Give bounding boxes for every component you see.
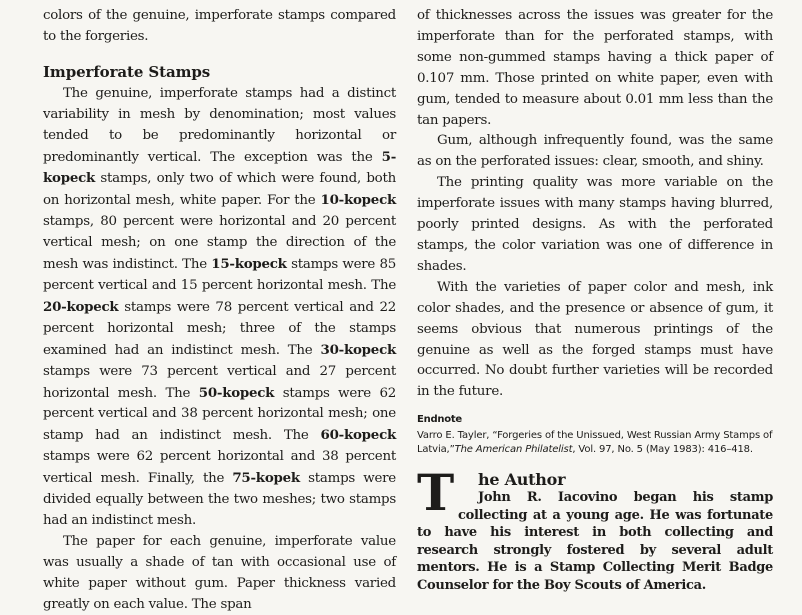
endnote-heading: Endnote [417, 414, 462, 426]
paragraph-printing-quality: The printing quality was more variable on the imperforate issues with many stamps having blurred, poorly printed designs. As with the perforated stamps, the color variation was one of difference in shades. [417, 175, 773, 274]
author-bio: John R. Iacovino began his stamp collecting at a young age. He was fortunate to have his interest in both collecting and research strongly fostered by several adult mentors. He is a Stamp Collecting Merit Badge Counselor for the Boy Scouts of America. [417, 490, 773, 593]
paragraph-paper-shade: The paper for each genuine, imperforate value was usually a shade of tan with occasional use of white paper without gum. Paper thickness varied greatly on each value. The span [43, 533, 396, 612]
author-dropcap: T [417, 463, 454, 523]
endnote-citation-details: , Vol. 97, No. 5 (May 1983): 416–418. [572, 444, 753, 456]
text-run: The genuine, imperforate stamps had a distinct variability in mesh by denomination; most values tended to be predominantly horizontal or predominantly vertical. The exception was the [43, 85, 396, 165]
paragraph-varieties-conclusion: With the varieties of paper color and mesh, ink color shades, and the presence or absence of gum, it seems obvious that numerous printings of the genuine as well as the forged stamps must have occurred. No doubt further varieties will be recorded in the future. [417, 279, 773, 400]
text-run: stamps were 62 percent horizontal and 38 percent vertical mesh. Finally, the [43, 449, 396, 487]
denomination-30-kopeck: 30-kopeck [320, 341, 396, 358]
text-run: stamps were 78 percent vertical and 22 percent horizontal mesh; three of the stamps examined had an indistinct mesh. The [43, 299, 396, 358]
endnote-citation-text: Varro E. Tayler, “Forgeries of the Unissued, West Russian Army Stamps of Latvia,” [417, 430, 773, 456]
text-run: stamps were 62 percent vertical and 38 percent horizontal mesh; one stamp had an indistinct mesh. The [43, 385, 396, 444]
denomination-50-kopeck: 50-kopeck [198, 384, 275, 401]
endnote-journal-title: The American Philatelist [454, 444, 573, 456]
section-heading-imperforate-stamps: Imperforate Stamps [43, 62, 211, 81]
right-column [417, 6, 773, 594]
denomination-5-kopeck: 5-kopeck [43, 148, 396, 187]
paragraph-mesh-by-denomination [43, 84, 396, 532]
denomination-20-kopeck: 20-kopeck [43, 298, 119, 315]
text-run: stamps were 85 percent vertical and 15 percent horizontal mesh. The [43, 257, 396, 293]
paragraph-intro-continuation: colors of the genuine, imperforate stamps compared to the forgeries. [43, 8, 396, 44]
paragraph-thickness-continuation: of thicknesses across the issues was greater for the imperforate than for the perforated stamps, with some non-gummed stamps having a thick paper of 0.107 mm. Those printed on white paper, even with gum, tended to measure about 0.01 mm less than the tan papers. [417, 8, 773, 128]
endnote-citation [417, 429, 773, 457]
left-column [43, 6, 396, 615]
text-run: stamps, only two of which were found, both on horizontal mesh, white paper. For the [43, 171, 396, 209]
text-run: stamps were 73 percent vertical and 27 percent horizontal mesh. The [43, 363, 396, 401]
text-run: stamps were divided equally between the two meshes; two stamps had an indistinct mesh. [43, 471, 396, 528]
denomination-15-kopeck: 15-kopeck [211, 256, 287, 273]
author-box [417, 463, 773, 594]
denomination-75-kopek: 75-kopek [232, 470, 300, 487]
paragraph-gum: Gum, although infrequently found, was the same as on the perforated issues: clear, smooth, and shiny. [417, 133, 773, 170]
denomination-60-kopeck: 60-kopeck [320, 427, 396, 444]
author-heading: he Author [477, 470, 566, 490]
denomination-10-kopeck: 10-kopeck [320, 192, 396, 209]
text-run: stamps, 80 percent were horizontal and 20 percent vertical mesh; on one stamp the direction of the mesh was indistinct. The [43, 214, 396, 273]
